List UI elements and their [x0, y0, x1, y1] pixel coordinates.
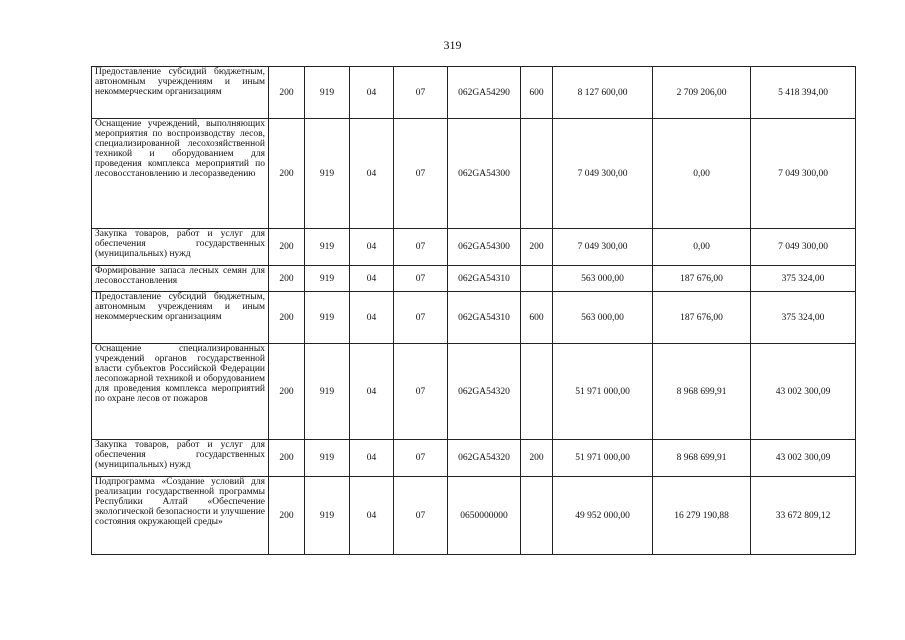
- ministry-code-cell: 919: [305, 292, 350, 344]
- subsection-code-cell: 07: [394, 229, 448, 266]
- subsection-code-cell: 07: [394, 344, 448, 440]
- target-article-cell: 062GA54310: [448, 292, 521, 344]
- section-code-cell: 04: [350, 292, 394, 344]
- subsection-code-cell: 07: [394, 119, 448, 229]
- section-code-cell: 04: [350, 119, 394, 229]
- row-name-cell: Закупка товаров, работ и услуг для обеспечения государственных (муниципальных) нужд: [92, 440, 269, 477]
- subsection-code-cell: 07: [394, 266, 448, 292]
- amount-2-cell: 187 676,00: [653, 292, 751, 344]
- ministry-code-cell: 919: [305, 266, 350, 292]
- row-name-cell: Предоставление субсидий бюджетным, автономным учреждениям и иным некоммерческим организациям: [92, 67, 269, 119]
- ministry-code-cell: 919: [305, 477, 350, 555]
- group-code-cell: 200: [269, 229, 305, 266]
- group-code-cell: 200: [269, 119, 305, 229]
- amount-3-cell: 33 672 809,12: [751, 477, 856, 555]
- amount-3-cell: 43 002 300,09: [751, 440, 856, 477]
- ministry-code-cell: 919: [305, 119, 350, 229]
- amount-1-cell: 7 049 300,00: [553, 229, 653, 266]
- row-name-cell: Подпрограмма «Создание условий для реализации государственной программы Республики Алтай «Обеспечение экологической безопасности и улучшение состояния окружающей среды»: [92, 477, 269, 555]
- amount-1-cell: 49 952 000,00: [553, 477, 653, 555]
- amount-3-cell: 375 324,00: [751, 266, 856, 292]
- amount-2-cell: 187 676,00: [653, 266, 751, 292]
- expense-type-cell: 600: [521, 292, 553, 344]
- table-row: [92, 292, 856, 344]
- section-code-cell: 04: [350, 67, 394, 119]
- amount-2-cell: 0,00: [653, 119, 751, 229]
- amount-1-cell: 7 049 300,00: [553, 119, 653, 229]
- page-number: 319: [443, 38, 462, 52]
- expense-type-cell: [521, 344, 553, 440]
- table-row: [92, 67, 856, 119]
- subsection-code-cell: 07: [394, 292, 448, 344]
- table-row: [92, 440, 856, 477]
- section-code-cell: 04: [350, 477, 394, 555]
- section-code-cell: 04: [350, 229, 394, 266]
- row-name-cell: Предоставление субсидий бюджетным, автономным учреждениям и иным некоммерческим организациям: [92, 292, 269, 344]
- table-row: [92, 266, 856, 292]
- group-code-cell: 200: [269, 477, 305, 555]
- table-row: [92, 344, 856, 440]
- target-article-cell: 0650000000: [448, 477, 521, 555]
- group-code-cell: 200: [269, 67, 305, 119]
- table-row: [92, 229, 856, 266]
- target-article-cell: 062GA54300: [448, 119, 521, 229]
- ministry-code-cell: 919: [305, 344, 350, 440]
- group-code-cell: 200: [269, 292, 305, 344]
- group-code-cell: 200: [269, 266, 305, 292]
- expense-type-cell: 600: [521, 67, 553, 119]
- amount-2-cell: 8 968 699,91: [653, 440, 751, 477]
- row-name-cell: Формирование запаса лесных семян для лесовосстановления: [92, 266, 269, 292]
- budget-table: [91, 66, 856, 555]
- target-article-cell: 062GA54320: [448, 440, 521, 477]
- row-name-cell: Оснащение специализированных учреждений органов государственной власти субъектов Российской Федерации лесопожарной техникой и оборудованием для проведения комплекса мероприятий по охране лесов от пожаров: [92, 344, 269, 440]
- amount-3-cell: 43 002 300,09: [751, 344, 856, 440]
- expense-type-cell: [521, 266, 553, 292]
- subsection-code-cell: 07: [394, 440, 448, 477]
- group-code-cell: 200: [269, 440, 305, 477]
- section-code-cell: 04: [350, 344, 394, 440]
- amount-3-cell: 5 418 394,00: [751, 67, 856, 119]
- amount-1-cell: 563 000,00: [553, 292, 653, 344]
- row-name-cell: Закупка товаров, работ и услуг для обеспечения государственных (муниципальных) нужд: [92, 229, 269, 266]
- target-article-cell: 062GA54300: [448, 229, 521, 266]
- amount-2-cell: 0,00: [653, 229, 751, 266]
- amount-1-cell: 51 971 000,00: [553, 440, 653, 477]
- target-article-cell: 062GA54290: [448, 67, 521, 119]
- row-name-cell: Оснащение учреждений, выполняющих мероприятия по воспроизводству лесов, специализированной лесохозяйственной техникой и оборудованием для проведения комплекса мероприятий по лесовосстановлению и лесоразведению: [92, 119, 269, 229]
- target-article-cell: 062GA54320: [448, 344, 521, 440]
- ministry-code-cell: 919: [305, 440, 350, 477]
- ministry-code-cell: 919: [305, 67, 350, 119]
- amount-1-cell: 51 971 000,00: [553, 344, 653, 440]
- subsection-code-cell: 07: [394, 67, 448, 119]
- table-row: [92, 477, 856, 555]
- table-row: [92, 119, 856, 229]
- amount-1-cell: 563 000,00: [553, 266, 653, 292]
- expense-type-cell: [521, 477, 553, 555]
- section-code-cell: 04: [350, 266, 394, 292]
- subsection-code-cell: 07: [394, 477, 448, 555]
- amount-1-cell: 8 127 600,00: [553, 67, 653, 119]
- group-code-cell: 200: [269, 344, 305, 440]
- amount-3-cell: 375 324,00: [751, 292, 856, 344]
- expense-type-cell: 200: [521, 440, 553, 477]
- expense-type-cell: [521, 119, 553, 229]
- amount-2-cell: 2 709 206,00: [653, 67, 751, 119]
- ministry-code-cell: 919: [305, 229, 350, 266]
- expense-type-cell: 200: [521, 229, 553, 266]
- section-code-cell: 04: [350, 440, 394, 477]
- amount-2-cell: 8 968 699,91: [653, 344, 751, 440]
- amount-3-cell: 7 049 300,00: [751, 119, 856, 229]
- target-article-cell: 062GA54310: [448, 266, 521, 292]
- amount-3-cell: 7 049 300,00: [751, 229, 856, 266]
- amount-2-cell: 16 279 190,88: [653, 477, 751, 555]
